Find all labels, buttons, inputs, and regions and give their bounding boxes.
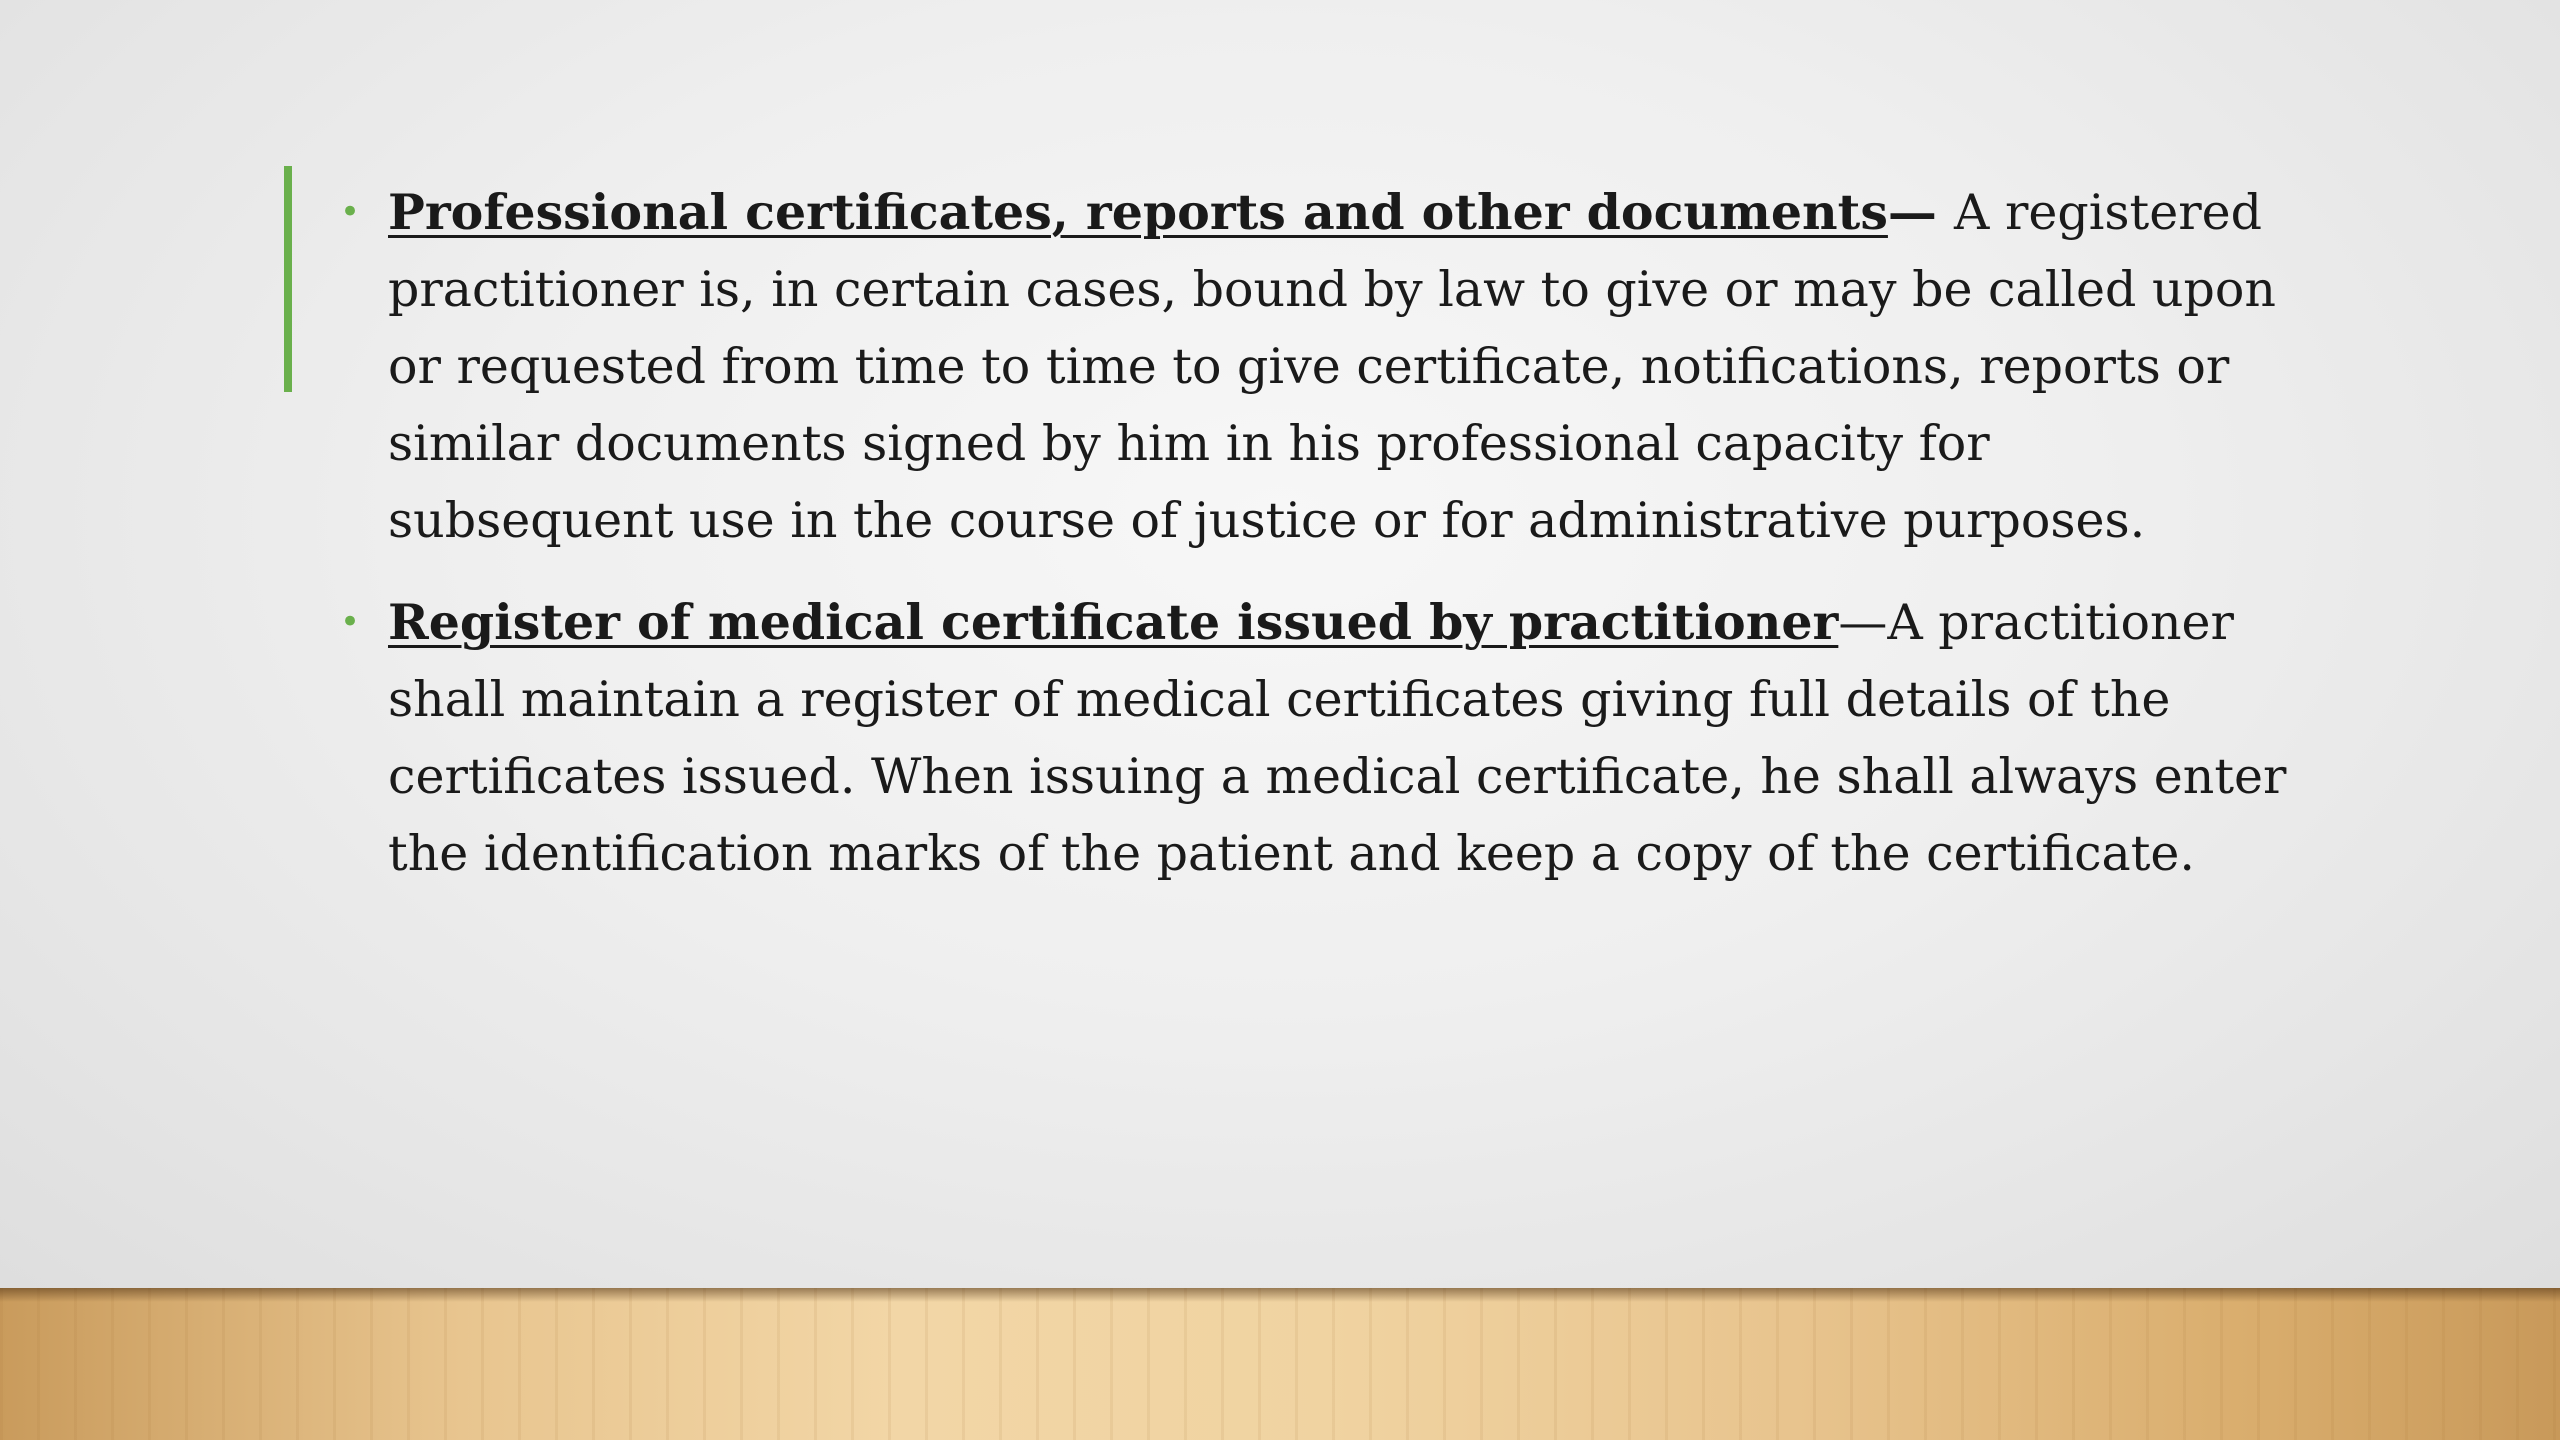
bullet-heading: Register of medical certificate issued by practitioner xyxy=(388,593,1839,651)
bullet-dash: — xyxy=(1887,183,1954,241)
slide-content xyxy=(340,174,2290,917)
bullet-dot: • xyxy=(340,192,361,232)
accent-bar xyxy=(284,166,292,392)
bullet-body: A registered practitioner is, in certain cases, bound by law to give or may be called upon or requested from time to time to give certificate, notifications, reports or similar documents signed by him in his professional capacity for subsequent use in the course of justice or for administrative purposes. xyxy=(388,184,2276,549)
wood-floor-decoration xyxy=(0,1288,2560,1440)
bullet-body: A practitioner shall maintain a register of medical certificates giving full details of the certificates issued. When issuing a medical certificate, he shall always enter the identification marks of the patient and keep a copy of the certificate. xyxy=(388,594,2287,882)
bullet-dot: • xyxy=(340,602,361,642)
bullet-item-professional-certificates xyxy=(340,174,2290,559)
bullet-heading: Professional certificates, reports and other documents xyxy=(388,183,1888,241)
bullet-dash: — xyxy=(1838,594,1888,651)
bullet-item-register-medical-certificate xyxy=(340,584,2290,892)
